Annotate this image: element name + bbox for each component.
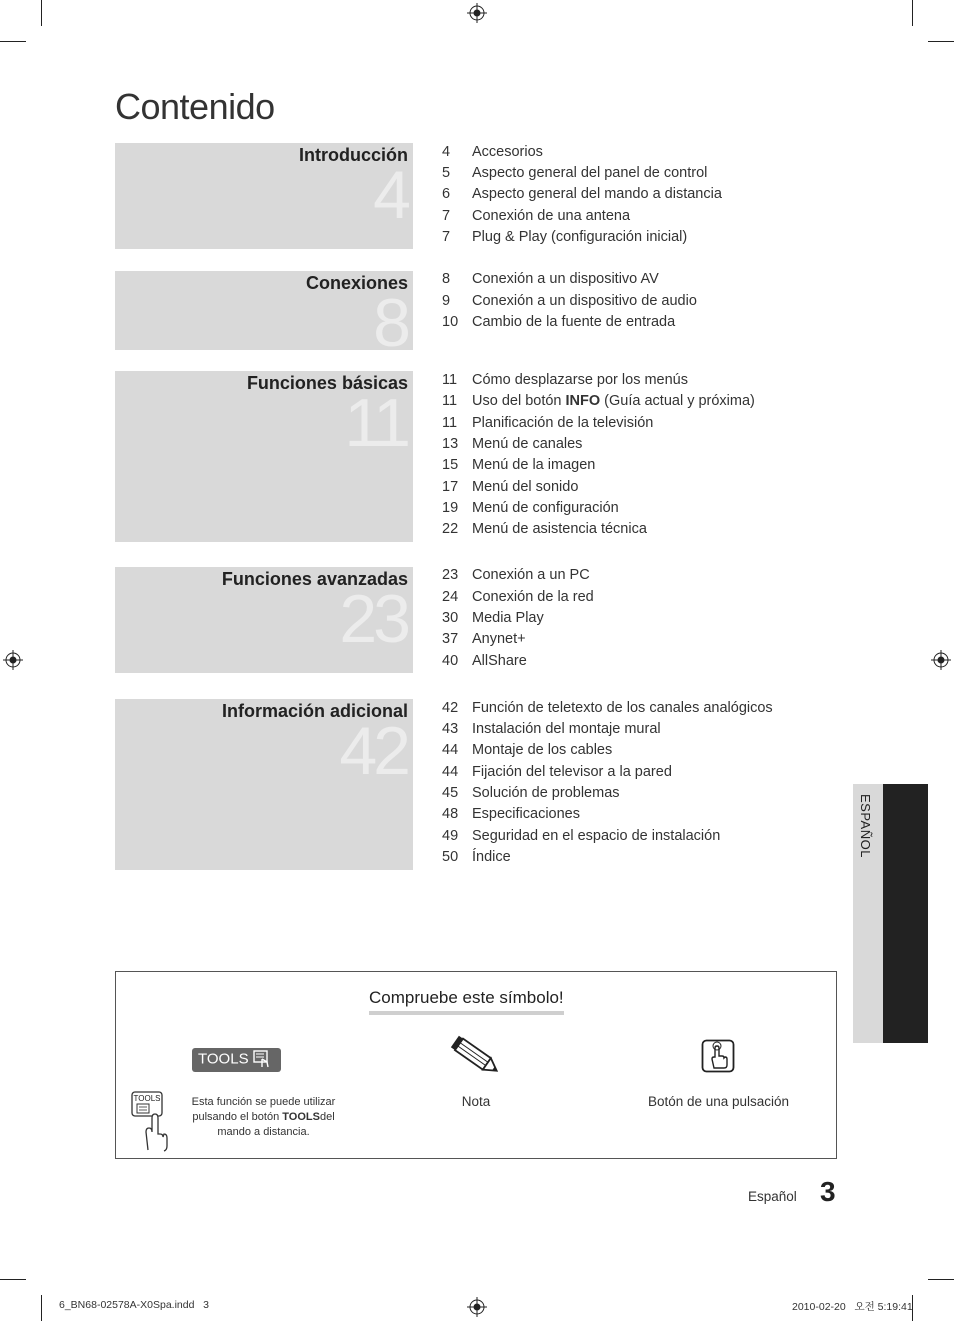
section-conexiones <box>115 271 413 361</box>
toc-page: 40 <box>442 653 459 669</box>
toc-page: 9 <box>442 293 451 309</box>
slug-datetime: 2010-02-20 오전 5:19:41 <box>792 1301 913 1313</box>
section-informacion-adicional <box>115 699 413 870</box>
toc-text: Índice <box>472 849 511 865</box>
footer-language: Español <box>748 1189 797 1204</box>
symbol-legend-title: Compruebe este símbolo! <box>369 988 564 1015</box>
toc-text: Aspecto general del mando a distancia <box>472 186 722 202</box>
toc-text: Conexión a un PC <box>472 567 590 583</box>
toc-text: Conexión a un dispositivo AV <box>472 271 659 287</box>
toc-text: Menú de la imagen <box>472 457 596 473</box>
toc-page: 24 <box>442 589 459 605</box>
toc-page: 19 <box>442 500 459 516</box>
tools-remote-button-icon <box>130 1090 172 1152</box>
toc-text: Conexión a un dispositivo de audio <box>472 293 697 309</box>
registration-mark-icon <box>931 650 951 670</box>
info-button-name: INFO <box>565 393 601 409</box>
toc-text <box>472 393 755 409</box>
toc-page: 45 <box>442 785 459 801</box>
section-title: Funciones avanzadas <box>221 569 408 589</box>
toc-text: Fijación del televisor a la pared <box>472 764 672 780</box>
section-title: Información adicional <box>221 701 408 721</box>
crop-mark <box>912 0 913 26</box>
section-number: 4 <box>373 157 407 233</box>
toc-text: Menú de canales <box>472 436 583 452</box>
toc-page: 11 <box>442 415 458 431</box>
crop-mark <box>928 41 954 42</box>
toc-text: Media Play <box>472 610 544 626</box>
section-title: Funciones básicas <box>246 373 408 393</box>
toc-page: 6 <box>442 186 451 202</box>
symbol-legend-box <box>115 971 837 1159</box>
toc-text: Montaje de los cables <box>472 742 613 758</box>
toc-text-part: Uso del botón <box>472 393 566 409</box>
toc-page: 22 <box>442 521 459 537</box>
toc-text: Conexión de una antena <box>472 208 631 224</box>
registration-mark-icon <box>467 3 487 23</box>
tools-desc-bold: TOOLS <box>282 1111 320 1123</box>
toc-text: Solución de problemas <box>472 785 620 801</box>
section-introduccion <box>115 143 413 249</box>
toc-text: Menú de asistencia técnica <box>472 521 647 537</box>
toc-page: 11 <box>442 372 458 388</box>
section-title: Conexiones <box>305 273 408 293</box>
toc-page: 49 <box>442 828 459 844</box>
toc-page: 7 <box>442 208 451 224</box>
toc-page: 43 <box>442 721 459 737</box>
toc-page: 17 <box>442 479 459 495</box>
toc-text: Aspecto general del panel de control <box>472 165 708 181</box>
toc-text: Anynet+ <box>472 631 526 647</box>
section-number: 11 <box>344 385 407 461</box>
tools-badge-label: TOOLS <box>198 1050 249 1068</box>
toc-text: Accesorios <box>472 144 543 160</box>
language-tab <box>853 784 928 1043</box>
toc-text: Planificación de la televisión <box>472 415 654 431</box>
toc-page: 42 <box>442 700 459 716</box>
section-funciones-avanzadas <box>115 567 413 673</box>
crop-mark <box>41 1295 42 1321</box>
crop-mark <box>0 1279 26 1280</box>
toc-text: Especificaciones <box>472 806 580 822</box>
language-tab-label: ESPAÑOL <box>858 794 873 858</box>
toc-text: Menú del sonido <box>472 479 579 495</box>
crop-mark <box>928 1279 954 1280</box>
tools-remote-label: TOOLS <box>133 1094 161 1103</box>
toc-page: 48 <box>442 806 459 822</box>
section-funciones-basicas <box>115 371 413 542</box>
toc-page: 4 <box>442 144 451 160</box>
tools-hand-icon <box>253 1050 273 1068</box>
toc-page: 15 <box>442 457 459 473</box>
tools-description <box>186 1095 341 1140</box>
toc-page: 11 <box>442 393 458 409</box>
section-title: Introducción <box>299 145 408 165</box>
toc-text: Conexión de la red <box>472 589 594 605</box>
one-touch-button-icon <box>701 1039 735 1073</box>
toc-text: Cómo desplazarse por los menús <box>472 372 688 388</box>
toc-page: 13 <box>442 436 459 452</box>
one-touch-button-label: Botón de una pulsación <box>647 1094 790 1109</box>
toc-text: Instalación del montaje mural <box>472 721 661 737</box>
toc-page: 8 <box>442 271 451 287</box>
toc-page: 37 <box>442 631 459 647</box>
toc-text: Cambio de la fuente de entrada <box>472 314 676 330</box>
toc-text: Menú de configuración <box>472 500 619 516</box>
toc-page: 44 <box>442 764 459 780</box>
toc-text: Seguridad en el espacio de instalación <box>472 828 721 844</box>
note-label: Nota <box>461 1094 491 1109</box>
tools-desc-part: Esta función se puede utilizar pulsando el botón <box>191 1096 336 1123</box>
toc-page: 30 <box>442 610 459 626</box>
toc-text: Plug & Play (configuración inicial) <box>472 229 688 245</box>
toc-page: 5 <box>442 165 451 181</box>
toc-page: 44 <box>442 742 459 758</box>
registration-mark-icon <box>3 650 23 670</box>
toc-page: 23 <box>442 567 459 583</box>
section-number: 23 <box>339 581 407 657</box>
page-title: Contenido <box>115 86 275 127</box>
toc-text-part: (Guía actual y próxima) <box>600 393 755 409</box>
section-number: 8 <box>373 285 407 361</box>
crop-mark <box>0 41 26 42</box>
crop-mark <box>41 0 42 26</box>
section-number: 42 <box>339 713 407 789</box>
toc-text: AllShare <box>472 653 527 669</box>
toc-text: Función de teletexto de los canales analógicos <box>472 700 773 716</box>
pencil-note-icon <box>449 1034 505 1080</box>
language-tab-dark <box>883 784 928 1043</box>
slug-filename: 6_BN68-02578A-X0Spa.indd 3 <box>59 1299 210 1311</box>
footer-page-number: 3 <box>820 1176 836 1207</box>
toc-page: 7 <box>442 229 451 245</box>
toc-page: 10 <box>442 314 459 330</box>
toc-page: 50 <box>442 849 459 865</box>
tools-badge <box>192 1048 281 1072</box>
tools-desc-part: del mando a distancia. <box>217 1111 335 1138</box>
registration-mark-icon <box>467 1297 487 1317</box>
